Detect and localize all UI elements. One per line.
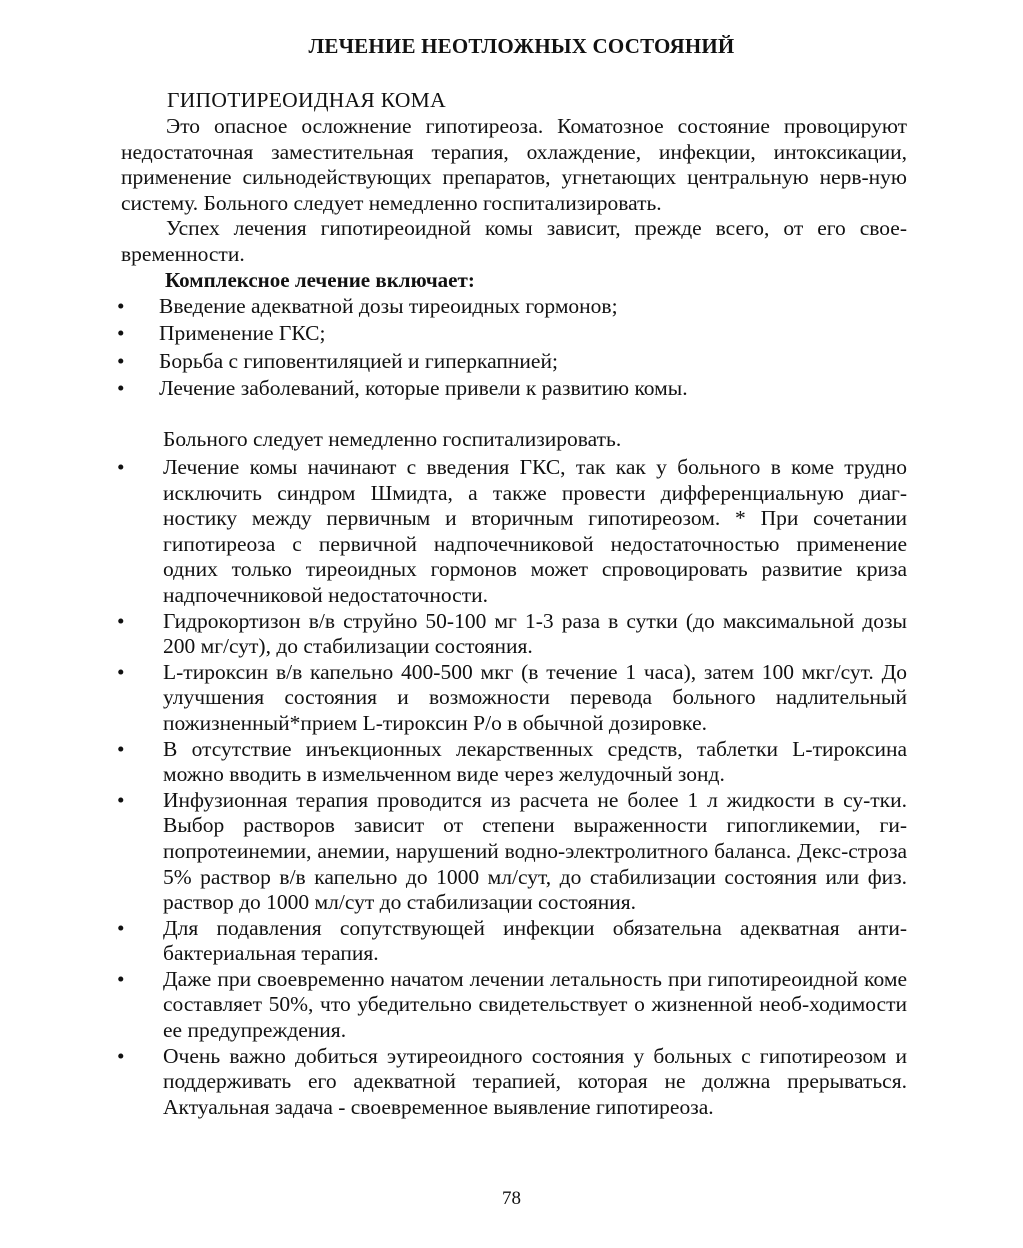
- list-item-text: Лечение комы начинают с введения ГКС, так как у больного в коме трудно исключить синдром Шмидта, а также провести дифференциальную диаг-ностику между первичным и вторичным гипотиреозом. * При сочетании гипотиреоза с первичной надпочечниковой недостаточностью применение одних только тиреоидных гормонов может спровоцировать развитие криза надпочечниковой недостаточности.: [163, 455, 907, 607]
- list-item-text: Применение ГКС;: [159, 321, 326, 346]
- list-item-text: Лечение заболеваний, которые привели к развитию комы.: [159, 375, 688, 400]
- list-item: [117, 660, 907, 737]
- timeliness-paragraph: [121, 216, 907, 267]
- paragraph-text: Успех лечения гипотиреоидной комы зависит, прежде всего, от его свое-временности.: [121, 216, 907, 266]
- list-item-text: Даже при своевременно начатом лечении летальность при гипотиреоидной коме составляет 50%, что убедительно свидетельствует о жизненной необ-ходимости ее предупреждения.: [163, 966, 907, 1043]
- treatment-subheading: Комплексное лечение включает:: [165, 268, 475, 292]
- bullet-icon: •: [117, 787, 125, 812]
- treatment-list: [117, 294, 917, 403]
- list-item: [117, 321, 917, 348]
- bullet-icon: •: [117, 348, 125, 373]
- list-item: [117, 916, 907, 967]
- list-item: [117, 376, 917, 403]
- page-number: 78: [502, 1188, 521, 1209]
- page-title: ЛЕЧЕНИЕ НЕОТЛОЖНЫХ СОСТОЯНИЙ: [308, 34, 735, 58]
- section-heading: ГИПОТИРЕОИДНАЯ КОМА: [167, 88, 446, 112]
- list-item: [117, 294, 917, 321]
- list-item: [117, 349, 917, 376]
- detail-list: [117, 455, 907, 1120]
- list-item: [117, 788, 907, 916]
- bullet-icon: •: [117, 659, 125, 684]
- bullet-icon: •: [117, 375, 125, 400]
- bullet-icon: •: [117, 455, 125, 479]
- paragraph-text: Это опасное осложнение гипотиреоза. Коматозное состояние провоцируют недостаточная заместительная терапия, охлаждение, инфекции, интоксикации, применение сильнодействующих препаратов, угнетающих центральную нерв-ную систему. Больного следует немедленно госпитализировать.: [121, 114, 907, 215]
- bullet-icon: •: [117, 608, 125, 633]
- list-item-text: Борьба с гиповентиляцией и гиперкапнией;: [159, 348, 558, 373]
- bullet-icon: •: [117, 966, 125, 991]
- list-item: [117, 737, 907, 788]
- list-item: [117, 1044, 907, 1121]
- bullet-icon: •: [117, 915, 125, 940]
- hospitalization-note: Больного следует немедленно госпитализировать.: [163, 427, 622, 451]
- list-item-text: Введение адекватной дозы тиреоидных гормонов;: [159, 294, 618, 318]
- bullet-icon: •: [117, 294, 125, 318]
- intro-paragraph: [121, 114, 907, 216]
- list-item-text: Гидрокортизон в/в струйно 50-100 мг 1-3 раза в сутки (до максимальной дозы 200 мг/сут), до стабилизации состояния.: [163, 608, 907, 659]
- bullet-icon: •: [117, 736, 125, 761]
- bullet-icon: •: [117, 321, 125, 346]
- list-item: [117, 609, 907, 660]
- list-item-text: L-тироксин в/в капельно 400-500 мкг (в течение 1 часа), затем 100 мкг/сут. До улучшения состояния и возможности перевода больного надлительный пожизненный*прием L-тироксин Р/о в обычной дозировке.: [163, 659, 907, 735]
- list-item-text: Для подавления сопутствующей инфекции обязательна адекватная анти-бактериальная терапия.: [163, 915, 907, 966]
- list-item-text: Инфузионная терапия проводится из расчета не более 1 л жидкости в су-тки. Выбор растворов зависит от степени выраженности гипогликемии, ги-попротеинемии, анемии, нарушений водно-электролитного баланса. Декс-строза 5% раствор в/в капельно до 1000 мл/сут, до стабилизации состояния или физ. раствор до 1000 мл/сут до стабилизации состояния.: [163, 787, 907, 915]
- list-item: [117, 967, 907, 1044]
- bullet-icon: •: [117, 1043, 125, 1068]
- list-item: [117, 455, 907, 609]
- list-item-text: Очень важно добиться эутиреоидного состояния у больных с гипотиреозом и поддерживать его адекватной терапией, которая не должна прерываться. Актуальная задача - своевременное выявление гипотиреоза.: [163, 1043, 907, 1119]
- list-item-text: В отсутствие инъекционных лекарственных средств, таблетки L-тироксина можно вводить в измельченном виде через желудочный зонд.: [163, 736, 907, 787]
